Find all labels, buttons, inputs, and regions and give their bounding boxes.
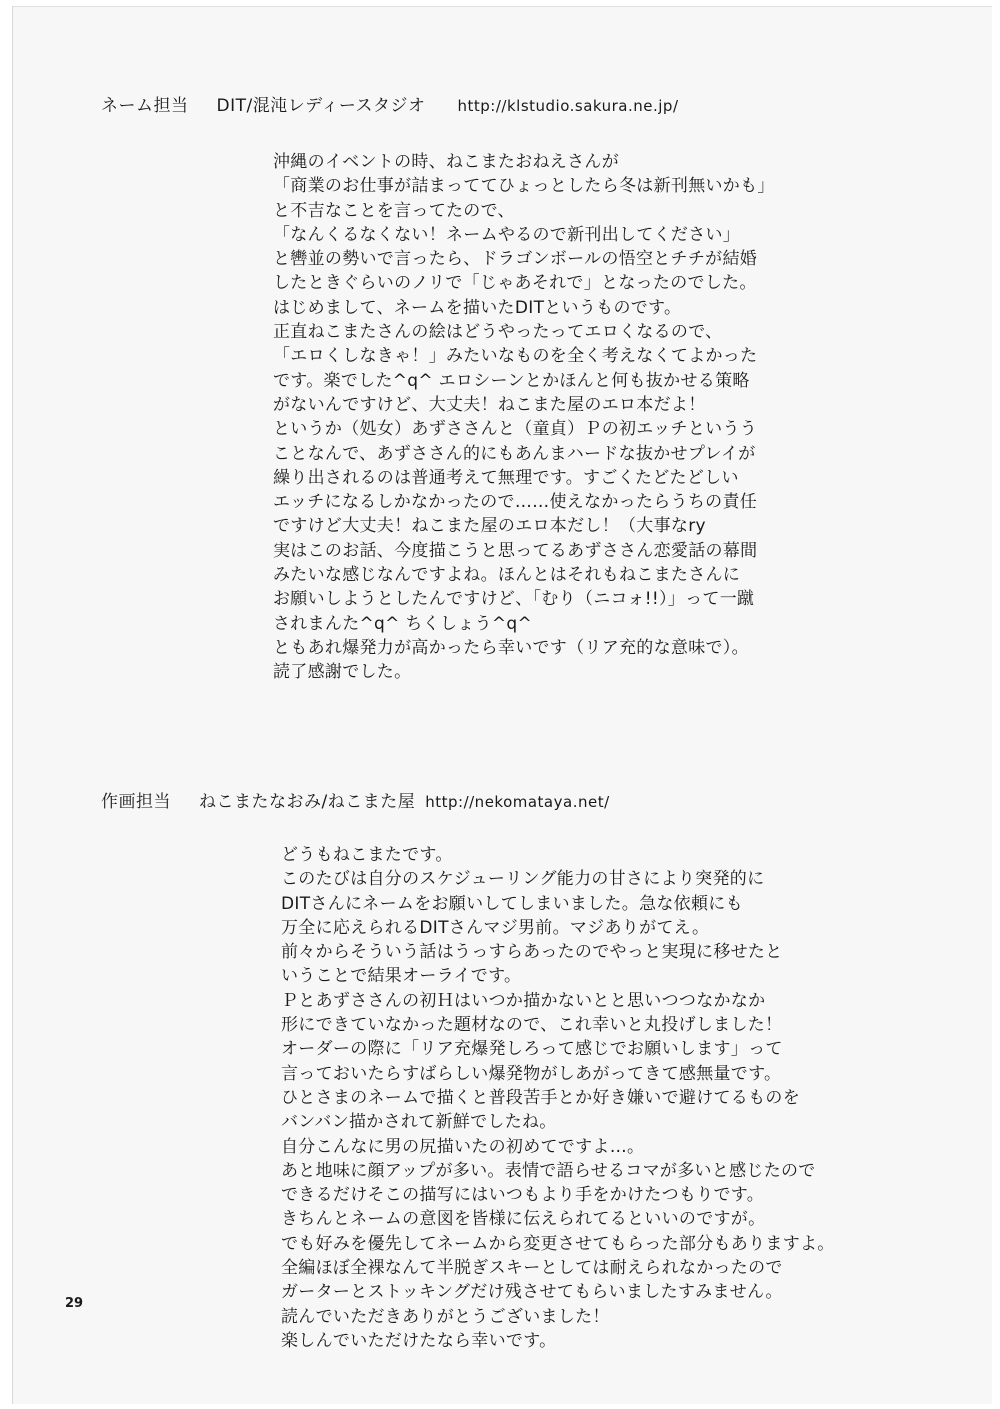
text-line: したときぐらいのノリで「じゃあそれで」となったのでした。 bbox=[273, 273, 757, 294]
text-line: と轡並の勢いで言ったら、ドラゴンボールの悟空とチチが結婚 bbox=[273, 249, 758, 270]
text-line: DITさんにネームをお願いしてしまいました。急な依頼にも bbox=[281, 893, 743, 914]
section1-header bbox=[101, 91, 679, 116]
text-line: というか（処女）あずささんと（童貞）Ｐの初エッチというう bbox=[273, 419, 758, 440]
text-line: ことなんで、あずささん的にもあんまハードな抜かせプレイが bbox=[273, 443, 756, 464]
text-line: 読了感謝でした。 bbox=[273, 662, 412, 683]
text-line: いうことで結果オーライです。 bbox=[281, 966, 522, 987]
text-line: 前々からそういう話はうっすらあったのでやっと実現に移せたと bbox=[281, 942, 783, 963]
text-line: でも好みを優先してネームから変更させてもらった部分もありますよ。 bbox=[281, 1233, 835, 1254]
section1-url-link[interactable]: http://klstudio.sakura.ne.jp/ bbox=[457, 97, 679, 115]
page-number: 29 bbox=[65, 1296, 84, 1311]
text-line: エッチになるしかなかったので……使えなかったらうちの責任 bbox=[273, 492, 758, 513]
document-page bbox=[12, 6, 992, 1404]
section2-body bbox=[281, 843, 835, 1353]
text-line: 「なんくるなくない！ネームやるので新刊出してください」 bbox=[273, 224, 741, 245]
text-line: きちんとネームの意図を皆様に伝えられてるといいのですが。 bbox=[281, 1209, 766, 1230]
text-line: 自分こんなに男の尻描いたの初めてですよ…。 bbox=[281, 1136, 645, 1157]
text-line: ともあれ爆発力が高かったら幸いです（リア充的な意味で）。 bbox=[273, 637, 749, 658]
text-line: ですけど大丈夫！ねこまた屋のエロ本だし！（大事なry bbox=[273, 516, 706, 537]
text-line: Ｐとあずささんの初Ｈはいつか描かないとと思いつつなかなか bbox=[281, 990, 766, 1011]
text-line: 「エロくしなきゃ！」みたいなものを全く考えなくてよかった bbox=[273, 346, 758, 367]
text-line: 正直ねこまたさんの絵はどうやったってエロくなるので、 bbox=[273, 322, 723, 343]
text-line: オーダーの際に「リア充爆発しろって感じでお願いします」って bbox=[281, 1039, 783, 1060]
text-line: 形にできていなかった題材なので、これ幸いと丸投げしました！ bbox=[281, 1015, 783, 1036]
text-line: お願いしようとしたんですけど、「むり（ニコォ!!）」って一蹴 bbox=[273, 589, 755, 610]
section2-author: ねこまたなおみ/ねこまた屋 bbox=[199, 792, 416, 812]
text-line: です。楽でした^q^ エロシーンとかほんと何も抜かせる策略 bbox=[273, 370, 750, 391]
text-line: 全編ほぼ全裸なんて半脱ぎスキーとしては耐えられなかったので bbox=[281, 1258, 783, 1279]
text-line: 楽しんでいただけたなら幸いです。 bbox=[281, 1330, 557, 1351]
text-line: バンバン描かされて新鮮でしたね。 bbox=[281, 1112, 557, 1133]
text-line: 読んでいただきありがとうございました！ bbox=[281, 1306, 610, 1327]
text-line: このたびは自分のスケジューリング能力の甘さにより突発的に bbox=[281, 869, 765, 890]
text-line: 「商業のお仕事が詰まっててひょっとしたら冬は新刊無いかも」 bbox=[273, 176, 775, 197]
text-line: ひとさまのネームで描くと普段苦手とか好き嫌いで避けてるものを bbox=[281, 1087, 800, 1108]
text-line: 実はこのお話、今度描こうと思ってるあずささん恋愛話の幕間 bbox=[273, 540, 758, 561]
text-line: 沖縄のイベントの時、ねこまたおねえさんが bbox=[273, 152, 619, 172]
text-line: どうもねこまたです。 bbox=[281, 845, 453, 865]
text-line: がないんですけど、大丈夫！ねこまた屋のエロ本だよ！ bbox=[273, 394, 706, 415]
text-line: 万全に応えられるDITさんマジ男前。マジありがてえ。 bbox=[281, 917, 710, 938]
section1-body bbox=[273, 150, 775, 685]
text-line: できるだけそこの描写にはいつもより手をかけたつもりです。 bbox=[281, 1185, 765, 1206]
text-line: 繰り出されるのは普通考えて無理です。すごくたどたどしい bbox=[273, 467, 739, 488]
section2-role: 作画担当 bbox=[101, 792, 171, 812]
text-line: されまんた^q^ ちくしょう^q^ bbox=[273, 613, 533, 634]
text-line: みたいな感じなんですよね。ほんとはそれもねこまたさんに bbox=[273, 565, 741, 586]
text-line: ガーターとストッキングだけ残させてもらいましたすみません。 bbox=[281, 1282, 783, 1303]
section2-header bbox=[101, 787, 610, 812]
text-line: と不吉なことを言ってたので、 bbox=[273, 200, 515, 221]
section1-author: DIT/混沌レディースタジオ bbox=[216, 96, 426, 116]
section1-role: ネーム担当 bbox=[101, 96, 189, 116]
section2-url-link[interactable]: http://nekomataya.net/ bbox=[425, 793, 610, 811]
text-line: 言っておいたらすばらしい爆発物がしあがってきて感無量です。 bbox=[281, 1063, 782, 1084]
text-line: あと地味に顔アップが多い。表情で語らせるコマが多いと感じたので bbox=[281, 1160, 816, 1181]
text-line: はじめまして、ネームを描いたDITというものです。 bbox=[273, 297, 682, 318]
